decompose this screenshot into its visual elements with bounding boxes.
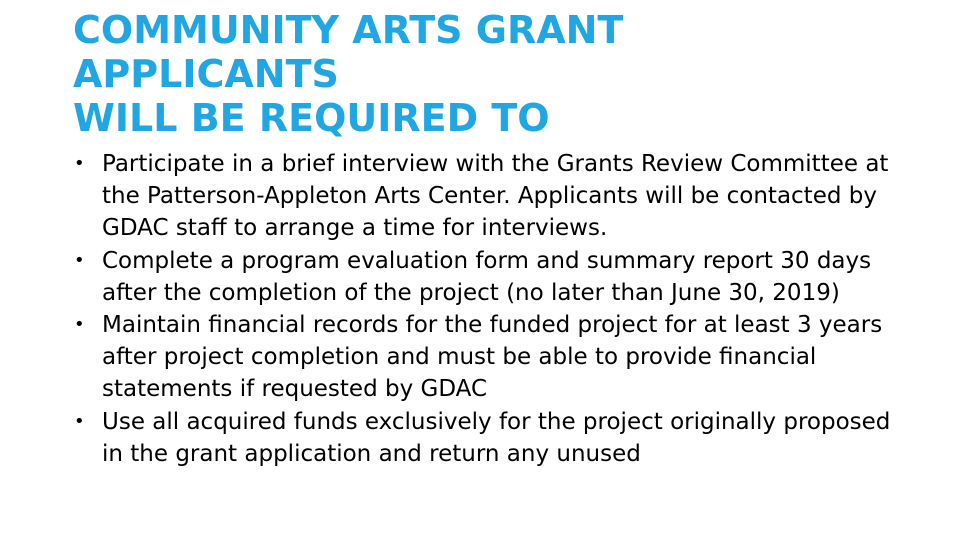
slide-title [73, 8, 623, 140]
requirement-text: Participate in a brief interview with the Grants Review Committee at the Patterson-Appleton Arts Center. Applicants will be contacted by GDAC staff to arrange a time for interviews. [102, 151, 889, 242]
title-line-3: WILL BE REQUIRED TO [73, 96, 550, 140]
title-line-2: APPLICANTS [73, 52, 339, 96]
requirement-text: Complete a program evaluation form and summary report 30 days after the completion of the project (no later than June 30, 2019) [102, 247, 872, 306]
requirement-item-records [74, 309, 904, 406]
bullet-icon: • [74, 314, 85, 336]
requirement-item-evaluation [74, 245, 904, 309]
title-line-1: COMMUNITY ARTS GRANT [73, 8, 624, 52]
requirement-text: Maintain financial records for the funded project for at least 3 years after project completion and must be able to provide financial statements if requested by GDAC [102, 312, 883, 403]
requirement-text: Use all acquired funds exclusively for the project originally proposed in the grant application and return any unused [102, 408, 891, 467]
requirements-list [74, 148, 904, 470]
requirement-item-interview [74, 148, 904, 245]
bullet-icon: • [74, 249, 85, 271]
requirement-item-funds [74, 406, 904, 470]
bullet-icon: • [74, 410, 85, 432]
bullet-icon: • [74, 153, 85, 174]
